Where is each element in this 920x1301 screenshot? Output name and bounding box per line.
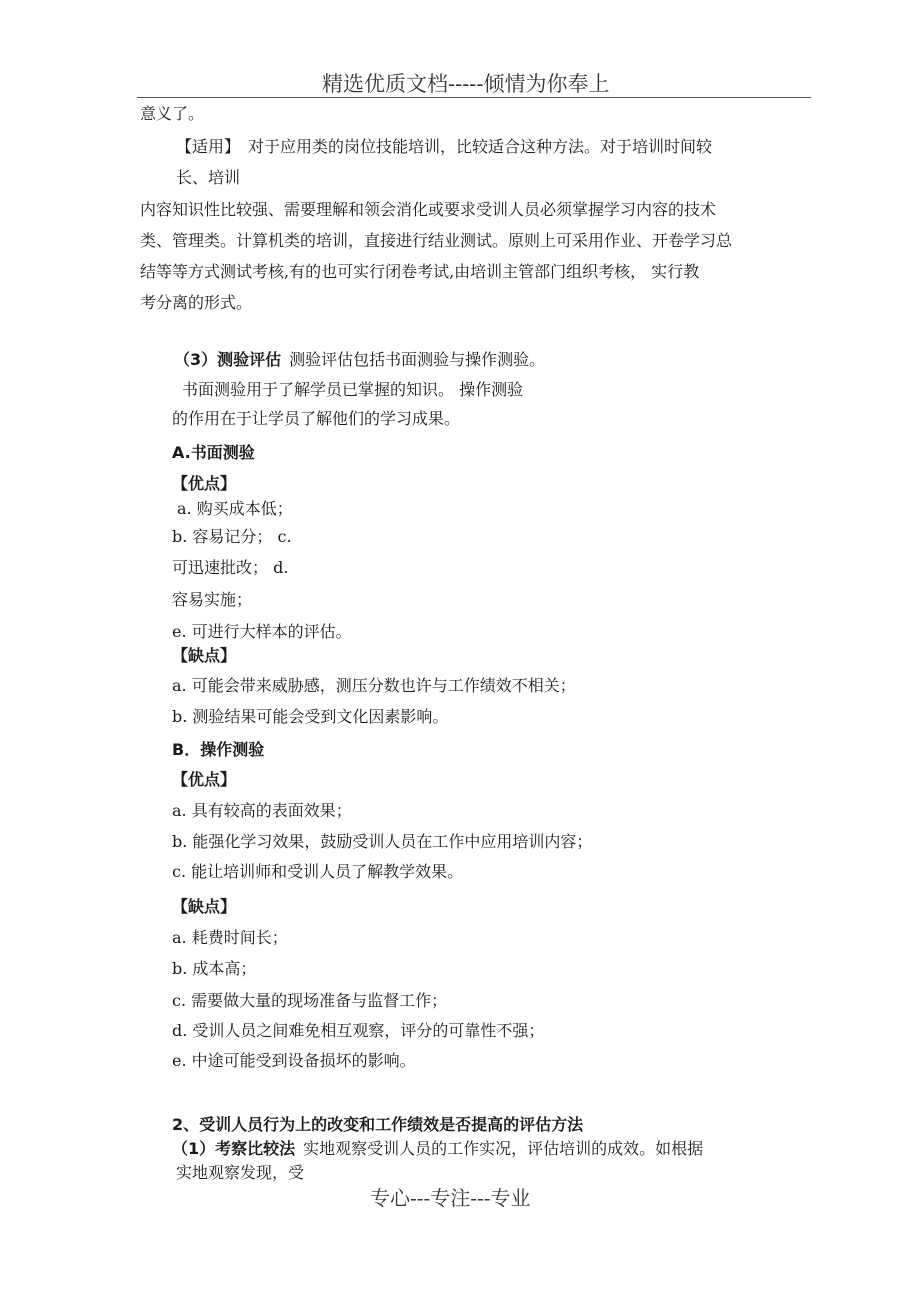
written-test-heading: A.书面测验	[172, 443, 255, 462]
operation-cons-item: e. 中途可能受到设备损坏的影响。	[172, 1051, 416, 1070]
operation-test-heading: B．操作测验	[172, 740, 265, 759]
operation-pros-item: b. 能强化学习效果，鼓励受训人员在工作中应用培训内容；	[172, 832, 593, 851]
section2-sub-line	[172, 1136, 703, 1159]
section2-sub-text: 实地观察受训人员的工作实况，评估培训的成效。如根据	[303, 1139, 704, 1158]
page-footer: 专心---专注---专业	[370, 1186, 531, 1210]
page-header-title: 精选优质文档-----倾情为你奉上	[322, 72, 610, 96]
apply-tag: 【适用】	[176, 137, 241, 156]
section2-sub-heading: （1）考察比较法	[172, 1139, 296, 1158]
operation-cons-tag: 【缺点】	[172, 897, 237, 916]
written-cons-item: a. 可能会带来威胁感，测压分数也许与工作绩效不相关；	[172, 676, 576, 695]
section3-heading-line	[174, 347, 545, 370]
operation-pros-tag: 【优点】	[172, 770, 237, 789]
written-pros-tag: 【优点】	[172, 474, 237, 493]
intro-line-4: 类、管理类。计算机类的培训，直接进行结业测试。原则上可采用作业、开卷学习总	[140, 231, 733, 250]
section2-heading: 2、受训人员行为上的改变和工作绩效是否提高的评估方法	[172, 1115, 584, 1134]
intro-line-6: 考分离的形式。	[140, 293, 253, 312]
operation-cons-item: b. 成本高；	[172, 959, 257, 978]
operation-pros-item: c. 能让培训师和受训人员了解教学效果。	[172, 862, 464, 881]
intro-line-2: 长、培训	[176, 168, 241, 187]
written-pros-item: a. 购买成本低；	[177, 499, 293, 518]
written-cons-tag: 【缺点】	[172, 646, 237, 665]
written-pros-item: 容易实施；	[172, 590, 253, 609]
section3-heading: （3）测验评估	[174, 350, 282, 369]
intro-line-0: 意义了。	[140, 104, 205, 123]
section3-line-2: 书面测验用于了解学员已掌握的知识。 操作测验	[182, 380, 524, 399]
operation-cons-item: d. 受训人员之间难免相互观察，评分的可靠性不强；	[172, 1021, 545, 1040]
written-pros-item: b. 容易记分； c.	[172, 527, 292, 546]
written-pros-item: 可迅速批改； d.	[172, 558, 289, 577]
intro-line-5: 结等等方式测试考核,有的也可实行闭卷考试,由培训主管部门组织考核， 实行教	[140, 262, 700, 281]
written-pros-item: e. 可进行大样本的评估。	[172, 622, 352, 641]
intro-apply-line	[176, 134, 712, 157]
operation-cons-item: c. 需要做大量的现场准备与监督工作；	[172, 991, 448, 1010]
section2-line-2: 实地观察发现，受	[176, 1163, 305, 1182]
operation-cons-item: a. 耗费时间长；	[172, 928, 288, 947]
intro-line-3: 内容知识性比较强、需要理解和领会消化或要求受训人员必须掌握学习内容的技术	[140, 200, 717, 219]
header-rule	[137, 97, 811, 98]
section3-line-3: 的作用在于让学员了解他们的学习成果。	[172, 409, 461, 428]
operation-pros-item: a. 具有较高的表面效果；	[172, 801, 352, 820]
section3-intro: 测验评估包括书面测验与操作测验。	[289, 350, 546, 369]
apply-text: 对于应用类的岗位技能培训，比较适合这种方法。对于培训时间较	[248, 137, 713, 156]
written-cons-item: b. 测验结果可能会受到文化因素影响。	[172, 707, 449, 726]
